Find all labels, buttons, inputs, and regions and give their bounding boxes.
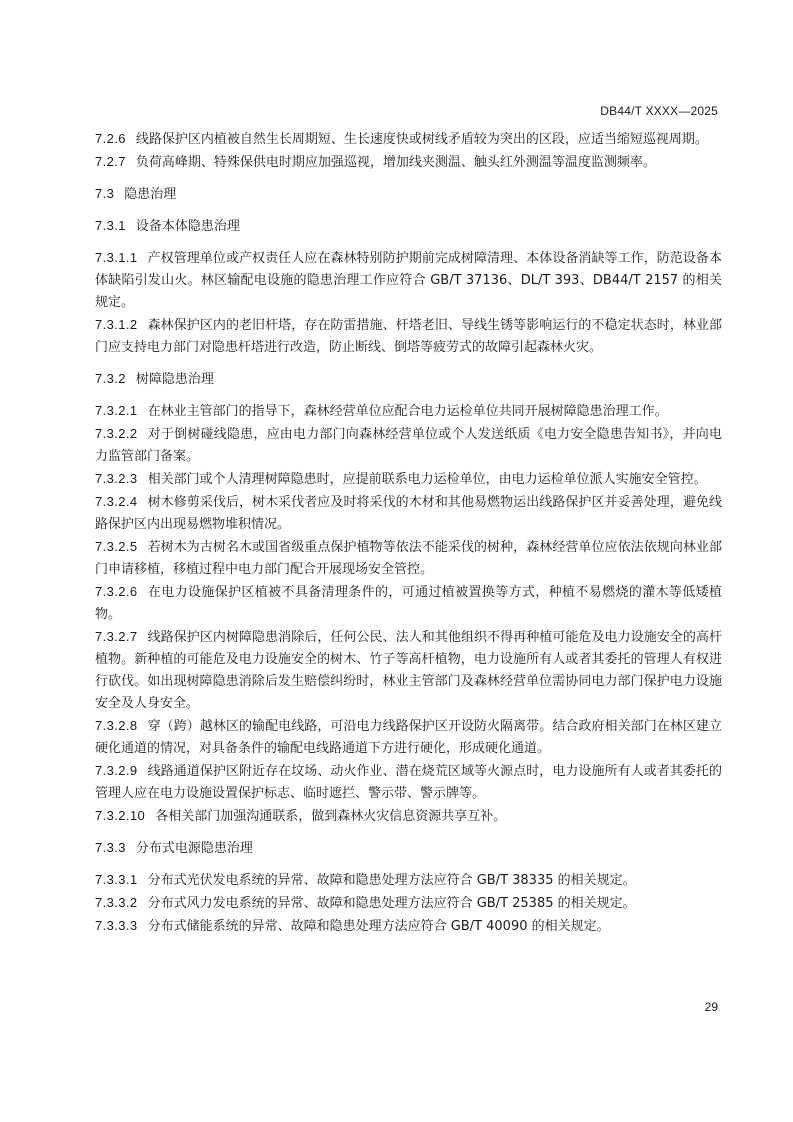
clause-7-2-7 (95, 151, 722, 174)
clause-number: 7.3.2.5 (95, 539, 138, 554)
heading-text: 分布式电源隐患治理 (135, 841, 253, 856)
clause-text: 线路保护区内植被自然生长周期短、生长速度快或树线矛盾较为突出的区段，应适当缩短巡视周期。 (135, 132, 708, 147)
clause-text: 分布式风力发电系统的异常、故障和隐患处理方法应符合 GB/T 25385 的相关规定。 (147, 896, 636, 911)
clause-7-3-2-10 (95, 805, 722, 828)
heading-7-3-1 (95, 215, 722, 238)
clause-7-3-2-8 (95, 715, 722, 760)
clause-7-3-2-9 (95, 760, 722, 805)
clause-number: 7.3.3.2 (95, 895, 138, 910)
clause-text: 各相关部门加强沟通联系，做到森林火灾信息资源共享互补。 (155, 809, 507, 824)
clause-text: 若树木为古树名木或国省级重点保护植物等依法不能采伐的树种，森林经营单位应依法依规向林业部门申请移植，移植过程中电力部门配合开展现场安全管控。 (95, 540, 722, 577)
clause-number: 7.3.1.1 (95, 250, 138, 265)
clause-text: 负荷高峰期、特殊保供电时期应加强巡视，增加线夹测温、触头红外测温等温度监测频率。 (135, 155, 656, 170)
clause-text: 分布式储能系统的异常、故障和隐患处理方法应符合 GB/T 40090 的相关规定。 (147, 919, 610, 934)
clause-number: 7.3.2 (95, 371, 126, 386)
heading-text: 树障隐患治理 (135, 372, 214, 387)
clause-number: 7.3.3.1 (95, 872, 138, 887)
clause-number: 7.3.2.1 (95, 403, 138, 418)
clause-number: 7.3.2.6 (95, 584, 138, 599)
clause-number: 7.3.3.3 (95, 918, 138, 933)
clause-number: 7.2.6 (95, 131, 126, 146)
clause-number: 7.3.2.4 (95, 494, 138, 509)
clause-7-3-2-5 (95, 536, 722, 581)
clause-7-3-2-6 (95, 581, 722, 626)
clause-text: 对于倒树碰线隐患，应由电力部门向森林经营单位或个人发送纸质《电力安全隐患告知书》，并向电力监管部门备案。 (95, 427, 722, 464)
clause-7-3-3-3 (95, 915, 722, 938)
document-body (95, 128, 722, 938)
clause-number: 7.3.2.10 (95, 808, 146, 823)
clause-text: 树木修剪采伐后，树木采伐者应及时将采伐的木材和其他易燃物运出线路保护区并妥善处理，避免线路保护区内出现易燃物堆积情况。 (95, 495, 722, 532)
clause-number: 7.3.1.2 (95, 317, 138, 332)
clause-number: 7.3 (95, 186, 115, 201)
clause-number: 7.3.2.3 (95, 471, 138, 486)
clause-text: 相关部门或个人清理树障隐患时，应提前联系电力运检单位，由电力运检单位派人实施安全管控。 (147, 472, 707, 487)
clause-7-3-1-1 (95, 247, 722, 314)
clause-7-3-2-3 (95, 468, 722, 491)
document-code: DB44/T XXXX—2025 (600, 104, 718, 118)
clause-7-3-2-4 (95, 491, 722, 536)
clause-7-2-6 (95, 128, 722, 151)
heading-text: 隐患治理 (124, 187, 177, 202)
heading-7-3-2 (95, 368, 722, 391)
clause-number: 7.3.2.7 (95, 629, 138, 644)
clause-text: 在电力设施保护区植被不具备清理条件的，可通过植被置换等方式，种植不易燃烧的灌木等低矮植物。 (95, 585, 722, 622)
clause-7-3-2-1 (95, 400, 722, 423)
clause-text: 分布式光伏发电系统的异常、故障和隐患处理方法应符合 GB/T 38335 的相关规定。 (147, 873, 636, 888)
heading-7-3-3 (95, 837, 722, 860)
clause-text: 产权管理单位或产权责任人应在森林特别防护期前完成树障清理、本体设备消缺等工作，防范设备本体缺陷引发山火。林区输配电设施的隐患治理工作应符合 GB/T 37136、DL/T 393、DB44/T 2157 的相关规定。 (95, 251, 722, 310)
heading-text: 设备本体隐患治理 (135, 219, 240, 234)
clause-7-3-2-2 (95, 423, 722, 468)
clause-number: 7.3.3 (95, 840, 126, 855)
clause-number: 7.3.1 (95, 218, 126, 233)
clause-text: 在林业主管部门的指导下，森林经营单位应配合电力运检单位共同开展树障隐患治理工作。 (147, 404, 668, 419)
heading-7-3 (95, 183, 722, 206)
clause-number: 7.3.2.8 (95, 718, 138, 733)
clause-7-3-2-7 (95, 626, 722, 715)
clause-text: 森林保护区内的老旧杆塔，存在防雷措施、杆塔老旧、导线生锈等影响运行的不稳定状态时，林业部门应支持电力部门对隐患杆塔进行改造，防止断线、倒塔等疲劳式的故障引起森林火灾。 (95, 318, 722, 355)
clause-7-3-3-2 (95, 892, 722, 915)
clause-text: 线路通道保护区附近存在坟场、动火作业、潜在烧荒区域等火源点时，电力设施所有人或者其委托的管理人应在电力设施设置保护标志、临时遮拦、警示带、警示牌等。 (95, 764, 722, 801)
clause-7-3-1-2 (95, 314, 722, 359)
page-number: 29 (704, 1000, 718, 1014)
clause-7-3-3-1 (95, 869, 722, 892)
clause-text: 穿（跨）越林区的输配电线路，可沿电力线路保护区开设防火隔离带。结合政府相关部门在林区建立硬化通道的情况，对具备条件的输配电线路通道下方进行硬化，形成硬化通道。 (95, 719, 722, 756)
clause-number: 7.3.2.9 (95, 763, 138, 778)
clause-number: 7.3.2.2 (95, 426, 138, 441)
clause-text: 线路保护区内树障隐患消除后，任何公民、法人和其他组织不得再种植可能危及电力设施安全的高杆植物。新种植的可能危及电力设施安全的树木、竹子等高杆植物，电力设施所有人或者其委托的管理人有权进行砍伐。如出现树障隐患消除后发生赔偿纠纷时，林业主管部门及森林经营单位需协同电力部门保护电力设施安全及人身安全。 (95, 630, 722, 711)
clause-number: 7.2.7 (95, 154, 126, 169)
